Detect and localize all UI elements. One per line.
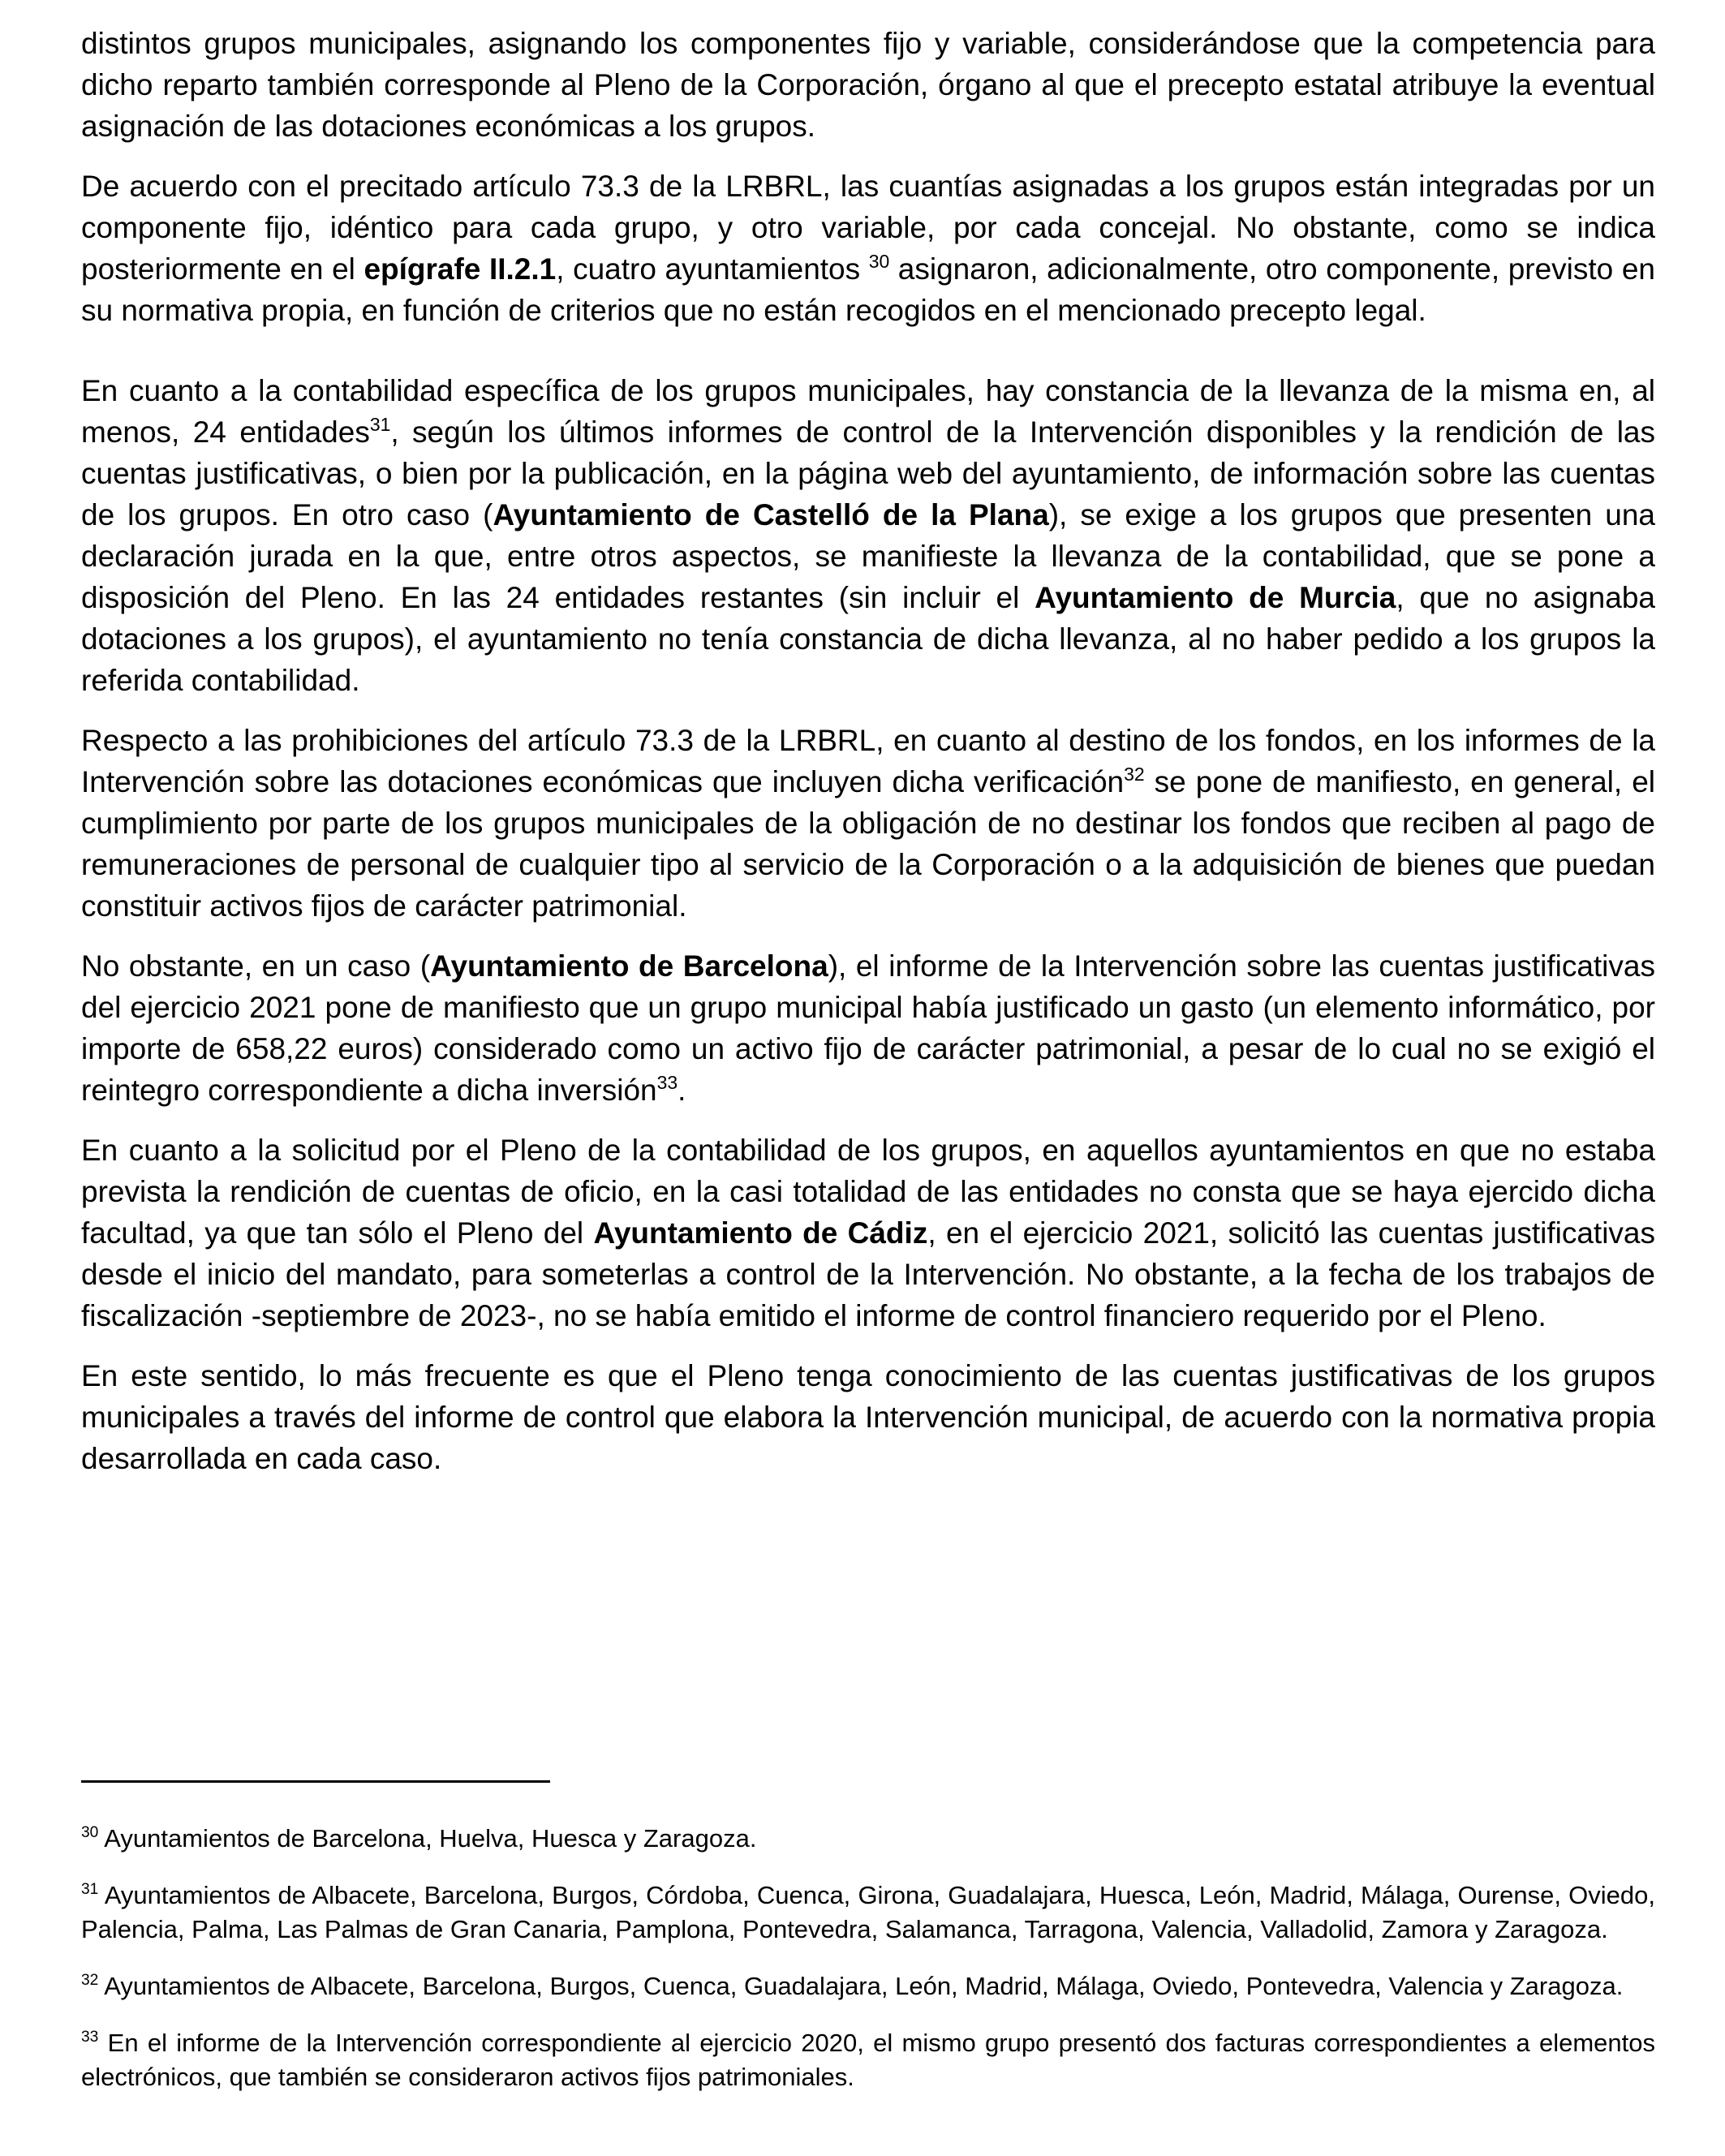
paragraph bbox=[81, 720, 1655, 927]
footnote-text: Ayuntamientos de Albacete, Barcelona, Burgos, Córdoba, Cuenca, Girona, Guadalajara, Huesca, León, Madrid, Málaga, Ourense, Oviedo, Palencia, Palma, Las Palmas de Gran Canaria, Pamplona, Pontevedra, Salamanca, Tarragona, Valencia, Valladolid, Zamora y Zaragoza. bbox=[81, 1881, 1655, 1943]
footnote-text: Ayuntamientos de Albacete, Barcelona, Burgos, Cuenca, Guadalajara, León, Madrid, Málaga, Oviedo, Pontevedra, Valencia y Zaragoza. bbox=[98, 1972, 1624, 2000]
bold-text: Ayuntamiento de Cádiz bbox=[593, 1216, 928, 1250]
footnotes bbox=[81, 1822, 1655, 2117]
footnote-reference: 32 bbox=[1124, 763, 1145, 785]
bold-text: epígrafe II.2.1 bbox=[363, 252, 557, 286]
footnote-text: Ayuntamientos de Barcelona, Huelva, Huesca y Zaragoza. bbox=[98, 1824, 757, 1853]
footnote-text: En el informe de la Intervención correspondiente al ejercicio 2020, el mismo grupo presentó dos facturas correspondientes a elementos electrónicos, que también se consideraron activos fijos patrimoniales. bbox=[81, 2029, 1655, 2091]
text-run: En este sentido, lo más frecuente es que el Pleno tenga conocimiento de las cuentas justificativas de los grupos municipales a través del informe de control que elabora la Intervención municipal, de acuerdo con la normativa propia desarrollada en cada caso. bbox=[81, 1359, 1655, 1475]
paragraph bbox=[81, 23, 1655, 147]
footnote bbox=[81, 1969, 1655, 2003]
text-run: se pone de manifiesto, en general, el cumplimiento por parte de los grupos municipales de la obligación de no destinar los fondos que reciben al pago de remuneraciones de personal de cualquier tipo al servicio de la Corporación o a la adquisición de bienes que puedan constituir activos fijos de carácter patrimonial. bbox=[81, 765, 1656, 923]
paragraph bbox=[81, 1130, 1655, 1336]
text-run: ), el informe de la Intervención sobre las cuentas justificativas del ejercicio 2021 pone de manifiesto que un grupo municipal había justificado un gasto (un elemento informático, por importe de 658,22 euros) considerado como un activo fijo de carácter patrimonial, a pesar de lo cual no se exigió el reintegro correspondiente a dicha inversión bbox=[81, 949, 1655, 1107]
footnote-reference: 33 bbox=[656, 1071, 678, 1093]
text-run: , en el ejercicio 2021, solicitó las cuentas justificativas desde el inicio del mandato, para someterlas a control de la Intervención. No obstante, a la fecha de los trabajos de fiscalización -septiembre de 2023-, no se había emitido el informe de control financiero requerido por el Pleno. bbox=[81, 1216, 1655, 1332]
text-run: , según los últimos informes de control de la Intervención disponibles y la rendición de las cuentas justificativas, o bien por la publicación, en la página web del ayuntamiento, de información sobre las cuentas de los grupos. En otro caso ( bbox=[81, 415, 1656, 531]
text-run: En cuanto a la solicitud por el Pleno de la contabilidad de los grupos, en aquellos ayuntamientos en que no estaba prevista la rendición de cuentas de oficio, en la casi totalidad de las entidades no consta que se haya ejercido dicha facultad, ya que tan sólo el Pleno del bbox=[81, 1134, 1655, 1250]
footnote-number: 33 bbox=[81, 2029, 99, 2046]
footnote-reference: 31 bbox=[369, 413, 391, 435]
text-run: ), se exige a los grupos que presenten una declaración jurada en la que, entre otros aspectos, se manifieste la llevanza de la contabilidad, que se pone a disposición del Pleno. En las 24 entidades restantes (sin incluir el bbox=[81, 498, 1655, 614]
paragraph bbox=[81, 166, 1655, 331]
document-body bbox=[81, 23, 1655, 1498]
bold-text: Ayuntamiento de Barcelona bbox=[430, 949, 828, 983]
footnote-separator bbox=[81, 1780, 550, 1783]
paragraph bbox=[81, 1355, 1655, 1479]
text-run: De acuerdo con el precitado artículo 73.3 de la LRBRL, las cuantías asignadas a los grupos están integradas por un componente fijo, idéntico para cada grupo, y otro variable, por cada concejal. No obstante, como se indica posteriormente en el bbox=[81, 170, 1655, 286]
text-run: distintos grupos municipales, asignando los componentes fijo y variable, considerándose que la competencia para dicho reparto también corresponde al Pleno de la Corporación, órgano al que el precepto estatal atribuye la eventual asignación de las dotaciones económicas a los grupos. bbox=[81, 27, 1655, 143]
paragraph bbox=[81, 945, 1655, 1111]
text-run: , que no asignaba dotaciones a los grupos), el ayuntamiento no tenía constancia de dicha llevanza, al no haber pedido a los grupos la referida contabilidad. bbox=[81, 581, 1655, 697]
text-run: , cuatro ayuntamientos bbox=[556, 252, 869, 286]
footnote-reference: 30 bbox=[868, 250, 890, 272]
footnote bbox=[81, 1878, 1655, 1947]
text-run: En cuanto a la contabilidad específica de los grupos municipales, hay constancia de la llevanza de la misma en, al menos, 24 entidades bbox=[81, 374, 1655, 449]
footnote-number: 31 bbox=[81, 1881, 99, 1899]
bold-text: Ayuntamiento de Murcia bbox=[1035, 581, 1396, 614]
footnote bbox=[81, 2026, 1655, 2094]
footnote-number: 32 bbox=[81, 1972, 99, 1990]
footnote bbox=[81, 1822, 1655, 1856]
text-run: . bbox=[678, 1074, 686, 1107]
footnote-number: 30 bbox=[81, 1824, 99, 1842]
paragraph bbox=[81, 370, 1655, 701]
text-run: No obstante, en un caso ( bbox=[81, 949, 431, 983]
text-run: asignaron, adicionalmente, otro componente, previsto en su normativa propia, en función de criterios que no están recogidos en el mencionado precepto legal. bbox=[81, 252, 1655, 327]
bold-text: Ayuntamiento de Castelló de la Plana bbox=[493, 498, 1049, 531]
text-run: Respecto a las prohibiciones del artículo 73.3 de la LRBRL, en cuanto al destino de los fondos, en los informes de la Intervención sobre las dotaciones económicas que incluyen dicha verificación bbox=[81, 724, 1655, 798]
